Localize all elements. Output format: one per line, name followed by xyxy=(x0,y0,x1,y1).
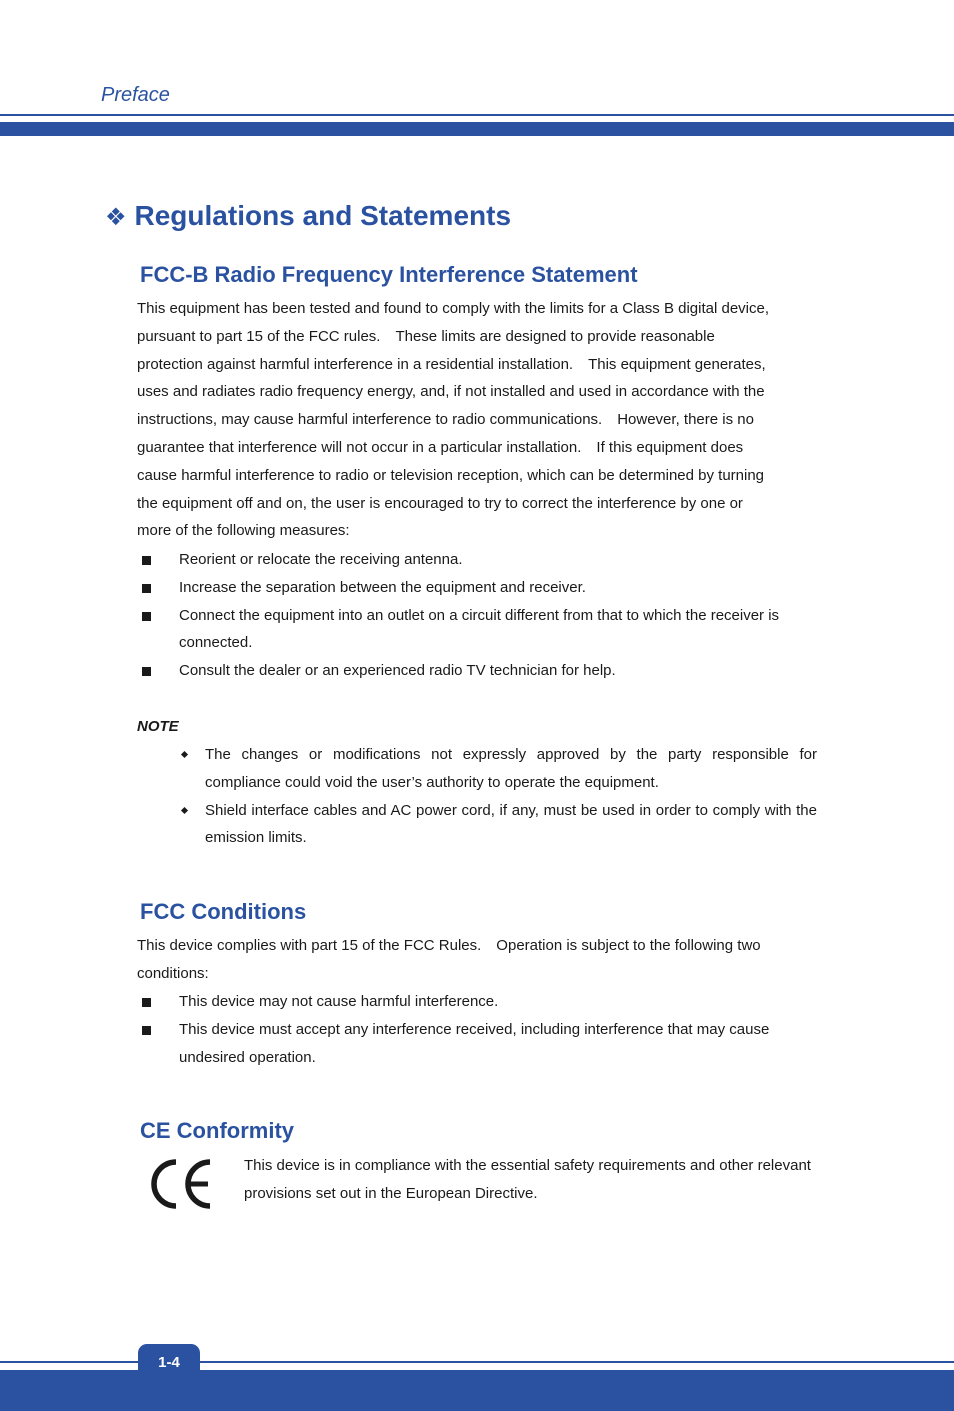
list-item: Reorient or relocate the receiving antenna. xyxy=(137,546,827,574)
ce-conformity-text: This device is in compliance with the essential safety requirements and other relevant provisions set out in the European Directive. xyxy=(244,1157,811,1202)
fcc-conditions-heading: FCC Conditions xyxy=(140,899,307,924)
paragraph-line: guarantee that interference will not occur in a particular installation. If this equipment does xyxy=(137,438,744,456)
square-bullet-icon xyxy=(142,1026,151,1035)
paragraph-line: This equipment has been tested and found to comply with the limits for a Class B digital device, xyxy=(137,300,769,317)
list-item: This device must accept any interference received, including interference that may cause undesired operation. xyxy=(137,1016,827,1072)
fcc-b-measures-list xyxy=(137,546,827,685)
list-item: This device may not cause harmful interference. xyxy=(137,988,827,1016)
list-item: Consult the dealer or an experienced radio TV technician for help. xyxy=(137,657,827,685)
square-bullet-icon xyxy=(142,556,151,565)
paragraph-line: more of the following measures: xyxy=(137,522,350,540)
paragraph-line: protection against harmful interference in a residential installation. This equipment generates, xyxy=(137,355,766,373)
fcc-conditions-list xyxy=(137,988,827,1071)
ce-conformity-heading: CE Conformity xyxy=(140,1118,294,1143)
page-title-text: Regulations and Statements xyxy=(134,200,512,231)
ce-mark-icon xyxy=(146,1158,214,1210)
paragraph-line: pursuant to part 15 of the FCC rules. These limits are designed to provide reasonable xyxy=(137,327,715,345)
paragraph-line: This device complies with part 15 of the FCC Rules. Operation is subject to the following two xyxy=(137,937,761,954)
fcc-b-heading: FCC-B Radio Frequency Interference Statement xyxy=(140,262,638,287)
header-divider-line xyxy=(0,114,954,116)
square-bullet-icon xyxy=(142,998,151,1007)
fcc-conditions-paragraph xyxy=(137,932,827,988)
page-number: 1-4 xyxy=(138,1344,200,1384)
diamond-bullet-icon xyxy=(181,807,188,814)
diamond-bullet-icon: ❖ xyxy=(105,204,127,231)
paragraph-line: conditions: xyxy=(137,964,209,982)
note-item: Shield interface cables and AC power cord, if any, must be used in order to comply with the emission limits. xyxy=(180,797,817,853)
note-label: NOTE xyxy=(137,718,179,735)
note-list xyxy=(180,741,817,852)
page-title xyxy=(105,200,511,232)
list-item: Connect the equipment into an outlet on a circuit different from that to which the receiver is connected. xyxy=(137,602,827,658)
list-item: Increase the separation between the equipment and receiver. xyxy=(137,574,827,602)
paragraph-line: instructions, may cause harmful interference to radio communications. However, there is no xyxy=(137,411,754,429)
square-bullet-icon xyxy=(142,612,151,621)
square-bullet-icon xyxy=(142,584,151,593)
fcc-b-paragraph xyxy=(137,295,827,545)
square-bullet-icon xyxy=(142,667,151,676)
note-item: The changes or modifications not expressly approved by the party responsible for compliance could void the user’s authority to operate the equipment. xyxy=(180,741,817,797)
diamond-bullet-icon xyxy=(181,751,188,758)
header-band xyxy=(0,122,954,136)
header-section-label: Preface xyxy=(101,84,170,106)
paragraph-line: the equipment off and on, the user is encouraged to try to correct the interference by one or xyxy=(137,494,743,512)
paragraph-line: uses and radiates radio frequency energy, and, if not installed and used in accordance with the xyxy=(137,383,765,401)
paragraph-line: cause harmful interference to radio or television reception, which can be determined by turning xyxy=(137,466,765,484)
